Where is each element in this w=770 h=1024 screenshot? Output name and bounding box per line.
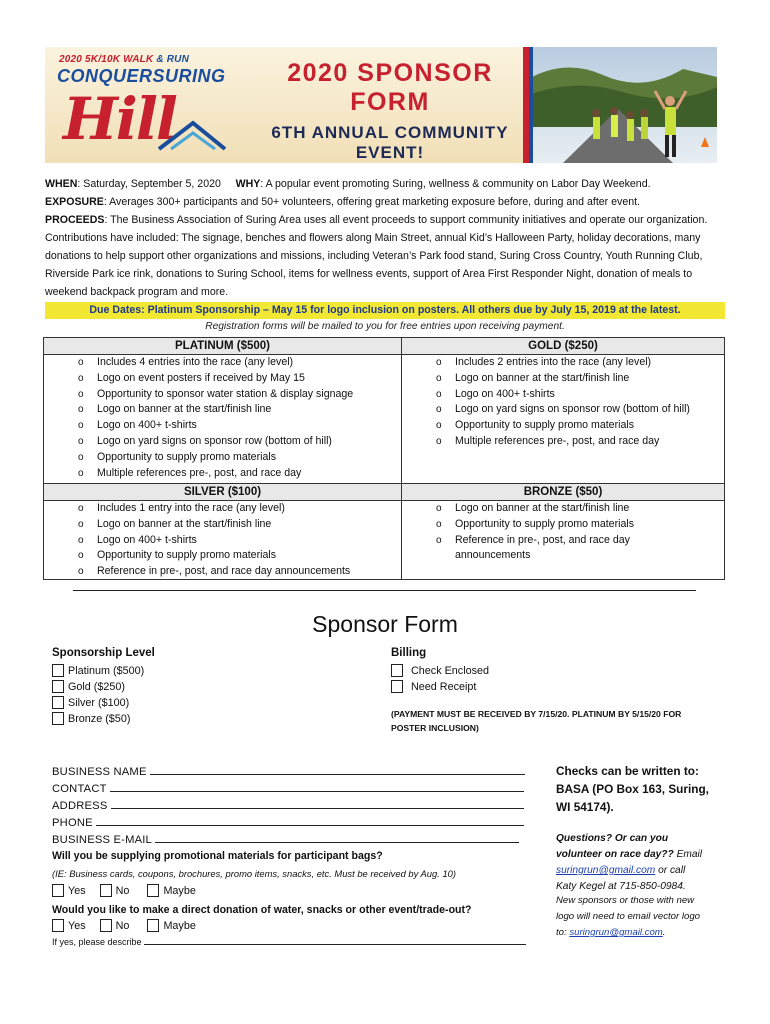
when-why-line: WHEN: Saturday, September 5, 2020 WHY: A popular event promoting Suring, wellness & community on Labor Day Weekend. <box>45 178 651 190</box>
checkbox[interactable] <box>100 884 112 897</box>
list-item: o Logo on banner at the start/finish line <box>402 501 724 517</box>
platinum-benefits <box>44 355 401 481</box>
platinum-option[interactable]: Platinum ($500) <box>52 664 144 677</box>
promo-maybe[interactable]: Maybe <box>147 884 195 897</box>
checkbox[interactable] <box>52 664 64 677</box>
exposure-line: EXPOSURE: Averages 300+ participants and 50+ volunteers, offering great marketing exposure before, during and after event. <box>45 196 640 208</box>
list-item: o Opportunity to supply promo materials <box>44 548 401 564</box>
form-title: Sponsor Form <box>312 611 458 637</box>
due-dates-highlight: Due Dates: Platinum Sponsorship – May 15 for logo inclusion on posters. All others due by July 15, 2019 at the latest. <box>45 302 725 319</box>
donation-question: Would you like to make a direct donation of water, snacks or other event/trade-out? <box>52 904 472 916</box>
checkbox[interactable] <box>391 680 403 693</box>
header-banner <box>45 47 717 163</box>
need-receipt-option[interactable]: Need Receipt <box>391 680 476 693</box>
banner-title: 2020 SPONSOR FORM <box>287 59 493 116</box>
address-field[interactable]: ADDRESS <box>52 798 524 812</box>
list-item: o Logo on banner at the start/finish line <box>44 402 401 418</box>
donation-no[interactable]: No <box>100 919 130 932</box>
check-enclosed-option[interactable]: Check Enclosed <box>391 664 489 677</box>
checkbox[interactable] <box>52 884 64 897</box>
donation-yes[interactable]: Yes <box>52 919 86 932</box>
silver-heading: SILVER ($100) <box>44 484 401 501</box>
list-item: o Multiple references pre-, post, and race day <box>44 466 401 482</box>
describe-field[interactable]: If yes, please describe <box>52 936 526 947</box>
list-item: o Opportunity to supply promo materials <box>44 450 401 466</box>
logo-tagline: 2020 5K/10K WALK & RUN <box>59 54 190 65</box>
silver-option[interactable]: Silver ($100) <box>52 696 129 709</box>
donation-answer-row <box>52 919 210 932</box>
gold-heading: GOLD ($250) <box>402 338 724 355</box>
billing-heading: Billing <box>391 647 427 659</box>
platinum-heading: PLATINUM ($500) <box>44 338 401 355</box>
list-item: o Logo on yard signs on sponsor row (bottom of hill) <box>44 434 401 450</box>
list-item: o Reference in pre-, post, and race day <box>402 533 724 549</box>
logo-script: Hill <box>63 85 176 153</box>
bronze-option[interactable]: Bronze ($50) <box>52 712 130 725</box>
proceeds-paragraph: PROCEEDS: The Business Association of Suring Area uses all event proceeds to support community initiatives and operate our organization. Contributions have included: The signage, benches and flowers along Main Street, annual Kid’s Halloween Party, holiday decorations, many donations to help support other organizations and missions, including Veteran’s Park food stand, Suring Cross Country, Youth Running Club, Riverside Park ice rink, donations to Suring School, items for wellness events, support of Area First Responder Night, donation of meals to weekend backpack program and more. <box>45 214 708 298</box>
hill-icon <box>157 119 227 153</box>
banner-subtitle: 6TH ANNUAL COMMUNITY EVENT! <box>271 123 509 162</box>
list-item: o Multiple references pre-, post, and race day <box>402 434 724 450</box>
promo-no[interactable]: No <box>100 884 130 897</box>
bronze-heading: BRONZE ($50) <box>402 484 724 501</box>
checkbox[interactable] <box>52 919 64 932</box>
gold-benefits <box>402 355 724 450</box>
checkbox[interactable] <box>52 680 64 693</box>
list-item: o Logo on 400+ t-shirts <box>44 418 401 434</box>
list-item: o Logo on 400+ t-shirts <box>402 387 724 403</box>
new-sponsor-note: New sponsors or those with new logo will need to email vector logo to: suringrun@gmail.com. <box>556 895 700 938</box>
list-item: o Reference in pre-, post, and race day announcements <box>44 564 401 580</box>
checkbox[interactable] <box>147 884 159 897</box>
list-item: o Opportunity to sponsor water station & display signage <box>44 387 401 403</box>
section-divider <box>73 590 696 591</box>
banner-text <box>255 47 525 163</box>
contact-info: Questions? Or can you volunteer on race day?? Email suringrun@gmail.com or call Katy Kegel at 715-850-0984. <box>556 833 703 892</box>
business-email-field[interactable]: BUSINESS E-MAIL <box>52 832 519 846</box>
promo-answer-row <box>52 884 210 897</box>
gold-option[interactable]: Gold ($250) <box>52 680 125 693</box>
list-item: o Logo on event posters if received by May 15 <box>44 371 401 387</box>
bronze-benefits <box>402 501 724 564</box>
checkbox[interactable] <box>391 664 403 677</box>
promo-materials-note: (IE: Business cards, coupons, brochures, promo items, snacks, etc. Must be received by Aug. 10) <box>52 868 456 879</box>
sponsorship-tiers-table <box>43 337 725 580</box>
checkbox[interactable] <box>52 712 64 725</box>
list-item: o Logo on banner at the start/finish line <box>402 371 724 387</box>
payment-deadline-note: (PAYMENT MUST BE RECEIVED BY 7/15/20. PLATINUM BY 5/15/20 FOR POSTER INCLUSION) <box>391 709 682 733</box>
checkbox[interactable] <box>100 919 112 932</box>
email-link[interactable]: suringrun@gmail.com <box>556 865 656 876</box>
list-item: o Includes 2 entries into the race (any level) <box>402 355 724 371</box>
sponsorship-level-heading: Sponsorship Level <box>52 647 155 659</box>
list-item: o Logo on 400+ t-shirts <box>44 533 401 549</box>
phone-field[interactable]: PHONE <box>52 815 524 829</box>
email-link[interactable]: suringrun@gmail.com <box>569 927 663 938</box>
checks-payable-info: Checks can be written to: BASA (PO Box 163, Suring, WI 54174). <box>556 764 709 814</box>
list-item: o Opportunity to supply promo materials <box>402 517 724 533</box>
list-item: o Opportunity to supply promo materials <box>402 418 724 434</box>
checkbox[interactable] <box>147 919 159 932</box>
list-item: o Logo on banner at the start/finish line <box>44 517 401 533</box>
list-item: o Includes 4 entries into the race (any level) <box>44 355 401 371</box>
list-item: o Logo on yard signs on sponsor row (bottom of hill) <box>402 402 724 418</box>
registration-note: Registration forms will be mailed to you for free entries upon receiving payment. <box>205 321 565 332</box>
event-logo <box>45 47 245 163</box>
logo-wordmark: CONQUERSURING <box>57 66 226 86</box>
promo-materials-question: Will you be supplying promotional materials for participant bags? <box>52 850 383 862</box>
business-name-field[interactable]: BUSINESS NAME <box>52 764 525 778</box>
runners-photo <box>523 47 717 163</box>
promo-yes[interactable]: Yes <box>52 884 86 897</box>
list-item-continued: announcements <box>455 549 531 562</box>
silver-benefits <box>44 501 401 580</box>
donation-maybe[interactable]: Maybe <box>147 919 195 932</box>
list-item: o Includes 1 entry into the race (any level) <box>44 501 401 517</box>
contact-field[interactable]: CONTACT <box>52 781 524 795</box>
intro-text <box>45 175 725 301</box>
checkbox[interactable] <box>52 696 64 709</box>
